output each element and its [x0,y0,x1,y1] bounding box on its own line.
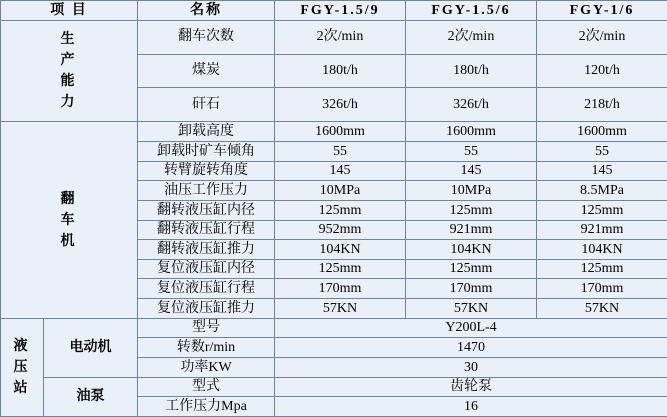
row-value: 1470 [275,338,667,358]
header-name-label: 名称 [138,1,275,21]
row-value: 921mm [406,220,537,240]
row-name: 卸载高度 [138,122,275,142]
row-value: 16 [275,397,667,417]
group-label-hydraulic-char-3: 站 [13,380,31,396]
row-value: 10MPa [275,181,406,201]
row-value: 180t/h [275,54,406,88]
group-label-capacity-char-4: 力 [60,95,78,111]
row-value: 104KN [537,240,667,260]
group-label-tippler-char-2: 车 [60,212,78,228]
row-value: 齿轮泵 [275,377,667,397]
row-value: 170mm [537,279,667,299]
row-value: 125mm [406,259,537,279]
row-value: 55 [275,142,406,162]
row-value: 8.5MPa [537,181,667,201]
group-label-tippler-char-3: 机 [60,233,78,249]
table-row [1,20,667,54]
row-value: 170mm [275,279,406,299]
row-value: 145 [537,161,667,181]
row-name: 复位液压缸推力 [138,299,275,319]
subgroup-label-pump: 油泵 [44,377,138,416]
row-value: 125mm [275,200,406,220]
row-value: 57KN [406,299,537,319]
group-label-tippler-char-1: 翻 [60,191,78,207]
row-name: 型号 [138,318,275,338]
row-value: 1600mm [275,122,406,142]
group-label-capacity-char-1: 生 [60,32,78,48]
group-label-capacity [1,20,138,122]
row-value: 55 [406,142,537,162]
group-label-hydraulic [1,318,44,416]
row-value: 120t/h [537,54,667,88]
row-value: 104KN [406,240,537,260]
header-model-3: FGY-1/6 [537,1,667,21]
group-label-capacity-char-3: 能 [60,74,78,90]
row-value: 145 [406,161,537,181]
row-value: 104KN [275,240,406,260]
row-name: 油压工作压力 [138,181,275,201]
header-item-label: 项 目 [1,1,138,21]
row-value: 326t/h [406,88,537,122]
row-value: 2次/min [275,20,406,54]
row-value: 1600mm [537,122,667,142]
row-value: 145 [275,161,406,181]
row-value: 10MPa [406,181,537,201]
row-name: 功率KW [138,357,275,377]
row-value: 125mm [537,200,667,220]
row-value: 57KN [275,299,406,319]
row-name: 翻转液压缸行程 [138,220,275,240]
table-header-row [1,1,667,21]
row-name: 工作压力Mpa [138,397,275,417]
group-label-hydraulic-char-1: 液 [13,338,31,354]
row-value: 921mm [537,220,667,240]
row-name: 转臂旋转角度 [138,161,275,181]
row-name: 复位液压缸行程 [138,279,275,299]
row-value: 125mm [406,200,537,220]
row-value: 55 [537,142,667,162]
row-value: 30 [275,357,667,377]
table-row [1,377,667,397]
row-value: 2次/min [537,20,667,54]
row-name: 复位液压缸内径 [138,259,275,279]
row-value: 170mm [406,279,537,299]
row-value: 57KN [537,299,667,319]
row-value: 180t/h [406,54,537,88]
row-value: 125mm [275,259,406,279]
group-label-capacity-char-2: 产 [60,53,78,69]
group-label-hydraulic-char-2: 压 [13,359,31,375]
row-name: 煤炭 [138,54,275,88]
row-name: 卸载时矿车倾角 [138,142,275,162]
header-model-2: FGY-1.5/6 [406,1,537,21]
group-label-tippler [1,122,138,318]
row-value: 125mm [537,259,667,279]
row-value: 218t/h [537,88,667,122]
row-name: 转数r/min [138,338,275,358]
row-value: Y200L-4 [275,318,667,338]
row-name: 翻转液压缸推力 [138,240,275,260]
subgroup-label-motor: 电动机 [44,318,138,377]
table-row [1,318,667,338]
row-name: 矸石 [138,88,275,122]
header-model-1: FGY-1.5/9 [275,1,406,21]
row-value: 326t/h [275,88,406,122]
row-name: 翻转液压缸内径 [138,200,275,220]
row-name: 翻车次数 [138,20,275,54]
row-value: 1600mm [406,122,537,142]
row-value: 2次/min [406,20,537,54]
row-name: 型式 [138,377,275,397]
table-row [1,122,667,142]
row-value: 952mm [275,220,406,240]
